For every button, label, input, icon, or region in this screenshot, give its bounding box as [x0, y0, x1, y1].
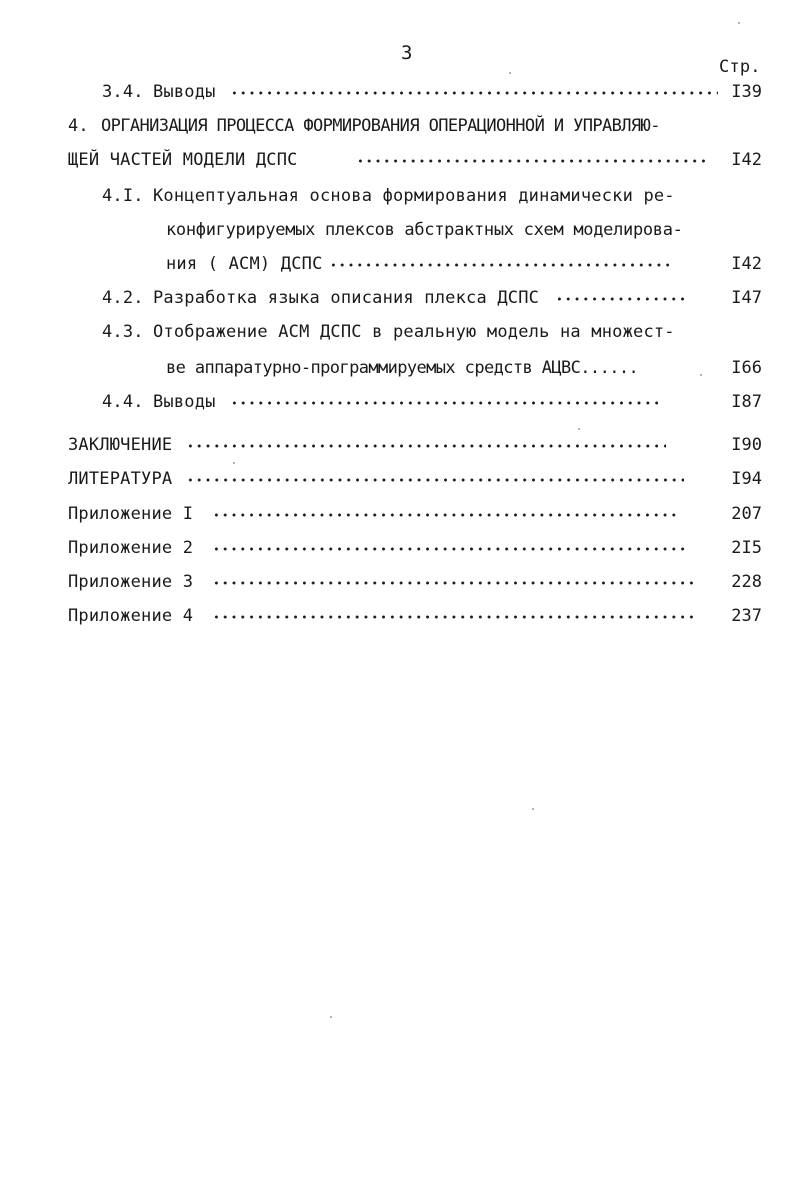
- toc-entry-3-4: [0, 82, 795, 102]
- toc-page: I94: [731, 469, 762, 489]
- toc-number: 4.3.: [102, 322, 144, 342]
- toc-title-line: ЩЕЙ ЧАСТЕЙ МОДЕЛИ ДСПС: [68, 150, 298, 170]
- dot-leader: [230, 90, 718, 96]
- scan-speck: [509, 72, 511, 74]
- toc-title-line: Выводы: [153, 392, 216, 412]
- dot-leader: [212, 546, 688, 552]
- toc-title-line: Приложение 3: [68, 572, 194, 592]
- toc-title-line: конфигурируемых плексов абстрактных схем моделирова-: [166, 220, 683, 240]
- toc-entry-appendix-3: [0, 572, 795, 592]
- toc-page: I42: [731, 150, 762, 170]
- toc-page: 207: [731, 504, 762, 524]
- scan-speck: [330, 1016, 332, 1018]
- toc-title-line: Разработка языка описания плекса ДСПС: [153, 288, 540, 308]
- toc-page: 2I5: [731, 538, 762, 558]
- page-number: 3: [401, 42, 413, 64]
- dot-leader: [212, 512, 678, 518]
- scan-speck: [233, 462, 235, 464]
- dot-leader: [186, 443, 666, 449]
- dot-leader: [212, 580, 698, 586]
- toc-page: I87: [731, 392, 762, 412]
- toc-title-line: Отображение АСМ ДСПС в реальную модель на множест-: [153, 322, 675, 342]
- toc-title-line: Концептуальная основа формирования динамически ре-: [153, 186, 675, 206]
- scan-speck: [532, 808, 534, 810]
- toc-title-line: ОРГАНИЗАЦИЯ ПРОЦЕССА ФОРМИРОВАНИЯ ОПЕРАЦИОННОЙ И УПРАВЛЯЮ-: [101, 116, 660, 136]
- toc-number: 4.: [68, 116, 89, 136]
- toc-title-line: Приложение I: [68, 504, 194, 524]
- toc-number: 3.4.: [102, 82, 144, 102]
- toc-entry-appendix-2: [0, 538, 795, 558]
- toc-title-line: ЛИТЕРАТУРА: [68, 469, 173, 489]
- dot-leader: [186, 477, 684, 483]
- page-column-label: Стр.: [719, 57, 761, 77]
- toc-page: I90: [731, 435, 762, 455]
- scan-speck: [578, 428, 580, 430]
- toc-number: 4.2.: [102, 288, 144, 308]
- toc-title-line: Приложение 2: [68, 538, 194, 558]
- dot-leader: [212, 614, 698, 620]
- toc-page: I66: [731, 358, 762, 378]
- dot-leader: [356, 158, 708, 164]
- toc-page: I42: [731, 254, 762, 274]
- dot-leader: [555, 296, 687, 302]
- toc-entry-references: [0, 469, 795, 489]
- toc-title-line: ЗАКЛЮЧЕНИЕ: [68, 435, 173, 455]
- toc-entry-4-2: [0, 288, 795, 308]
- dot-leader: [230, 400, 658, 406]
- toc-entry-appendix-4: [0, 606, 795, 626]
- toc-page: I39: [731, 82, 762, 102]
- toc-title-line: Приложение 4: [68, 606, 194, 626]
- toc-number: 4.I.: [102, 186, 144, 206]
- toc-page: 237: [731, 606, 762, 626]
- dot-leader: [329, 262, 669, 268]
- scan-speck: [738, 22, 740, 24]
- toc-title-line: ве аппаратурно-программируемых средств АЦВС......: [166, 358, 639, 378]
- toc-entry-4-4: [0, 392, 795, 412]
- toc-entry-conclusion: [0, 435, 795, 455]
- toc-title-line: Выводы: [153, 82, 216, 102]
- scan-speck: [700, 374, 702, 376]
- toc-page: 228: [731, 572, 762, 592]
- toc-title-line: ния ( АСМ) ДСПС: [166, 254, 323, 274]
- toc-number: 4.4.: [102, 392, 144, 412]
- toc-entry-appendix-1: [0, 504, 795, 524]
- toc-page: I47: [731, 288, 762, 308]
